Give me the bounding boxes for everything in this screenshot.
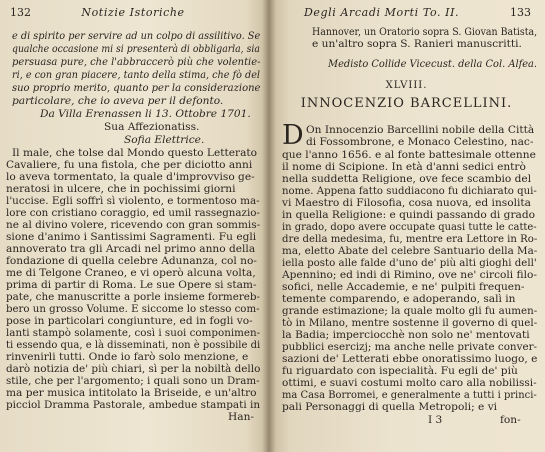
letter-line: e di spirito per servire ad un colpo di assilitivo. Se xyxy=(12,30,261,42)
body-line: in quella Religione: e quindi passando di grado xyxy=(282,209,535,221)
body-line: temente comparendo, e adoperando, salì in xyxy=(282,293,516,305)
right-running-head: Degli Arcadi Morti To. II. xyxy=(304,6,460,19)
body-line: ma, eletto Abate del celebre Santuario della Ma- xyxy=(282,245,538,257)
body-line: neratosi in ulcere, che in pochissimi giorni xyxy=(6,183,236,195)
body-line: stile, che per l'argomento; i quali sono un Dram- xyxy=(6,375,260,387)
left-page xyxy=(0,0,268,452)
body-line: fondazione di quella celebre Adunanza, col no- xyxy=(6,255,257,267)
body-line: ne al divino volere, ricevendo con gran sommis- xyxy=(6,219,261,231)
body-line: annoverato tra gli Arcadi nel primo anno della xyxy=(6,243,256,255)
author-signature: Medisto Collide Vicecust. della Col. Alfea. xyxy=(328,58,538,70)
body-line: ma Casa Borromei, e generalmente a tutti i princi- xyxy=(282,389,537,401)
body-line: prima di partir di Roma. Le sue Opere si stam- xyxy=(6,279,257,291)
body-line: On Innocenzio Barcellini nobile della Città xyxy=(306,124,535,136)
letter-line: ri, e con gran piacere, tanto della stima, che fò del xyxy=(12,69,261,81)
body-line: nella suddetta Religione, ove fece scambio del xyxy=(282,173,532,185)
drop-cap: D xyxy=(282,120,304,151)
body-line: in grado, dopo avere occupate quasi tutte le catte- xyxy=(282,221,537,233)
chapter-heading: INNOCENZIO BARCELLINI. xyxy=(300,96,513,111)
body-line: ma per musica intitolato la Briseide, e un'altro xyxy=(6,387,257,399)
letter-signature: Sofia Elettrice. xyxy=(124,134,205,146)
closing-line: Sua Affezionatiss. xyxy=(104,121,200,133)
body-line: me di Telgone Craneo, e vi operò alcuna volta, xyxy=(6,267,256,279)
body-line: grande estimazione; la quale molto gli fu aumen- xyxy=(282,305,538,317)
body-line: picciol Dramma Pastorale, ambedue stampati in xyxy=(6,399,261,411)
body-line: nome. Appena fatto suddiacono fu dichiarato qui- xyxy=(282,185,537,197)
body-line: fu riguardato con ispecialità. Fu egli de' più xyxy=(282,365,518,377)
body-line: que l'anno 1656. e al fonte battesimale ottenne xyxy=(282,149,536,161)
right-page-number: 133 xyxy=(510,6,531,19)
body-line: pali Personaggi di quella Metropoli; e vi xyxy=(282,401,498,413)
body-line: dre della medesima, fu, mentre era Lettore in Ro- xyxy=(282,233,538,245)
left-page-number: 132 xyxy=(10,6,31,19)
body-line: di Fossombrone, e Monaco Celestino, nac- xyxy=(306,136,534,148)
body-line: sofici, nelle Accademie, e ne' pulpiti frequen- xyxy=(282,281,525,293)
book-gutter xyxy=(262,0,276,452)
body-line: lanti stampò solamente, così i suoi componimen- xyxy=(6,327,261,339)
body-line: Il male, che tolse dal Mondo questo Letterato xyxy=(12,147,258,159)
letter-line: qualche occasione mi si presenterà di obbligarla, sia xyxy=(12,43,260,55)
body-line: Hannover, un Oratorio sopra S. Giovan Batista, xyxy=(312,26,538,38)
right-page xyxy=(268,0,545,452)
letter-line: particolare, che io aveva per il defonto. xyxy=(12,95,224,107)
letter-line: persuasa pure, che l'abbraccerò più che volentie- xyxy=(12,56,261,68)
body-line: la Badia; imperciocchè non solo ne' mentovati xyxy=(282,329,530,341)
catchword: fon- xyxy=(500,414,521,426)
letter-line: suo proprio merito, quanto per la considerazione xyxy=(12,82,261,94)
body-line: l'uccise. Egli soffrì sì violento, e tormentoso ma- xyxy=(6,195,260,207)
body-line: il nome di Scipione. In età d'anni sedici entrò xyxy=(282,161,526,173)
catchword: Han- xyxy=(228,411,254,423)
body-line: lore con cristiano coraggio, ed umil rassegnazio- xyxy=(6,207,260,219)
body-line: vi Maestro di Filosofia, cosa nuova, ed insolita xyxy=(282,197,531,209)
left-running-head: Notizie Istoriche xyxy=(81,6,185,19)
date-line: Da Villa Erenassen li 13. Ottobre 1701. xyxy=(40,108,251,120)
body-line: Apennino; ed indi di Rimino, ove ne' circoli filo- xyxy=(282,269,537,281)
body-line: tò in Milano, mentre sostenne il governo di quel- xyxy=(282,317,538,329)
body-line: rinvenirli tutti. Onde io farò solo menzione, e xyxy=(6,351,249,363)
body-line: ottimi, e suavi costumi molto caro alla nobilissi- xyxy=(282,377,537,389)
body-line: darò notizia de' più chiari, sì per la nobiltà dello xyxy=(6,363,261,375)
body-line: ti essendo qua, e là disseminati, non è possibile di xyxy=(6,339,261,351)
body-line: sazioni de' Letterati ebbe onoratissimo luogo, e xyxy=(282,353,538,365)
signature-mark: I 3 xyxy=(428,414,443,426)
body-line: Cavaliere, fu una fistola, che per diciotto anni xyxy=(6,159,253,171)
body-line: bero un grosso Volume. E siccome lo stesso com- xyxy=(6,303,260,315)
body-line: sione d'animo i Santissimi Sagramenti. Fu egli xyxy=(6,231,257,243)
section-number: XLVIII. xyxy=(385,80,428,91)
body-line: pate, che manuscritte a porle insieme formereb- xyxy=(6,291,261,303)
body-line: e un'altro sopra S. Ranieri manuscritti. xyxy=(312,38,522,50)
body-line: pubblici esercizj; ma anche nelle private conver- xyxy=(282,341,538,353)
body-line: pose in particolari congiunture, ed in fogli vo- xyxy=(6,315,253,327)
body-line: iella posto alle falde d'uno de' più alti gioghi dell' xyxy=(282,257,537,269)
body-line: lo aveva tormentato, la quale d'improvviso ge- xyxy=(6,171,255,183)
